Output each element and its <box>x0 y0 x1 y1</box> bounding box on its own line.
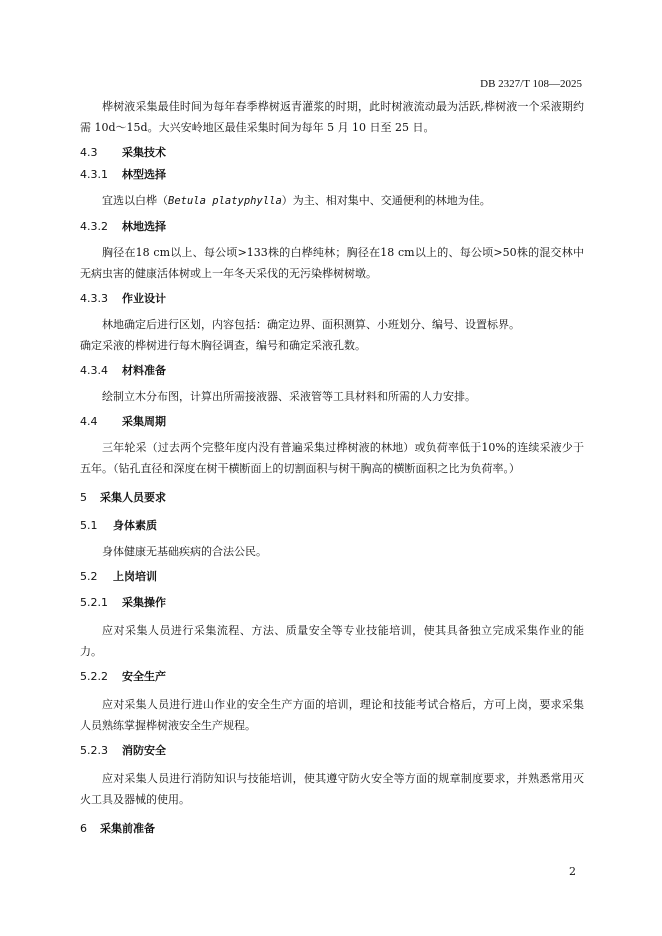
page-number: 2 <box>569 865 576 878</box>
heading-4-3 <box>80 142 584 164</box>
heading-number: 4.3.4 <box>80 364 108 377</box>
heading-title: 消防安全 <box>122 744 166 757</box>
text-segment: ）为主、相对集中、交通便利的林地为佳。 <box>281 194 491 207</box>
paragraph-4-3-3-a: 林地确定后进行区划，内容包括：确定边界、面积测算、小班划分、编号、设置标界。 <box>102 318 520 331</box>
heading-4-4 <box>80 411 584 433</box>
heading-title: 作业设计 <box>122 292 166 305</box>
page-content <box>80 96 584 846</box>
text-segment: 宜选以白桦（ <box>102 194 168 207</box>
heading-5 <box>80 487 584 509</box>
heading-4-3-2 <box>80 216 584 238</box>
heading-title: 林型选择 <box>122 168 166 181</box>
heading-6 <box>80 818 584 840</box>
heading-4-3-4 <box>80 360 584 382</box>
heading-5-2-3 <box>80 740 584 762</box>
heading-title: 采集周期 <box>122 415 166 428</box>
heading-number: 4.3 <box>80 146 98 159</box>
paragraph-4-3-1 <box>80 190 584 212</box>
heading-title: 材料准备 <box>122 364 166 377</box>
heading-number: 4.3.1 <box>80 168 108 181</box>
heading-5-2 <box>80 566 584 588</box>
paragraph-4-3-2: 胸径在18 cm以上、每公顷>133株的白桦纯林；胸径在18 cm以上的、每公顷>50株的混交林中无病虫害的健康活体树或上一年冬天采伐的无污染桦树树墩。 <box>80 246 584 280</box>
heading-number: 4.3.3 <box>80 292 108 305</box>
paragraph-4-3-4: 绘制立木分布图，计算出所需接液器、采液管等工具材料和所需的人力安排。 <box>102 390 476 403</box>
heading-number: 5.2.3 <box>80 744 108 757</box>
paragraph-4-3-3-b: 确定采液的桦树进行每木胸径调查，编号和确定采液孔数。 <box>80 339 366 352</box>
heading-title: 安全生产 <box>122 670 166 683</box>
heading-number: 4.3.2 <box>80 220 108 233</box>
heading-title: 上岗培训 <box>113 570 157 583</box>
intro-paragraph: 桦树液采集最佳时间为每年春季桦树返青灌浆的时期，此时树液流动最为活跃,桦树液一个采液期约需 10d～15d。大兴安岭地区最佳采集时间为每年 5 月 10 日至 25 日。 <box>80 100 584 134</box>
heading-title: 身体素质 <box>113 519 157 532</box>
heading-number: 6 <box>80 822 87 835</box>
paragraph-4-4: 三年轮采（过去两个完整年度内没有普遍采集过桦树液的林地）或负荷率低于10%的连续采液少于五年。（钻孔直径和深度在树干横断面上的切割面积与树干胸高的横断面积之比为负荷率。） <box>80 441 584 475</box>
heading-number: 5.2 <box>80 570 98 583</box>
heading-number: 5 <box>80 491 87 504</box>
paragraph-5-2-2: 应对采集人员进行进山作业的安全生产方面的培训，理论和技能考试合格后，方可上岗，要求采集人员熟练掌握桦树液安全生产规程。 <box>80 698 584 732</box>
heading-number: 5.2.1 <box>80 596 108 609</box>
heading-number: 5.2.2 <box>80 670 108 683</box>
heading-title: 采集人员要求 <box>100 491 166 504</box>
heading-title: 采集前准备 <box>100 822 155 835</box>
heading-title: 采集技术 <box>122 146 166 159</box>
heading-5-2-2 <box>80 666 584 688</box>
heading-title: 林地选择 <box>122 220 166 233</box>
heading-5-2-1 <box>80 592 584 614</box>
latin-name: Betula platyphylla <box>168 195 282 207</box>
heading-title: 采集操作 <box>122 596 166 609</box>
heading-number: 5.1 <box>80 519 98 532</box>
heading-4-3-1 <box>80 164 584 186</box>
paragraph-5-1: 身体健康无基础疾病的合法公民。 <box>102 545 267 558</box>
heading-number: 4.4 <box>80 415 98 428</box>
paragraph-5-2-3: 应对采集人员进行消防知识与技能培训，使其遵守防火安全等方面的规章制度要求，并熟悉常用灭火工具及器械的使用。 <box>80 772 584 806</box>
standard-code: DB 2327/T 108—2025 <box>480 78 582 90</box>
heading-5-1 <box>80 515 584 537</box>
heading-4-3-3 <box>80 288 584 310</box>
paragraph-5-2-1: 应对采集人员进行采集流程、方法、质量安全等专业技能培训，使其具备独立完成采集作业的能力。 <box>80 624 584 658</box>
